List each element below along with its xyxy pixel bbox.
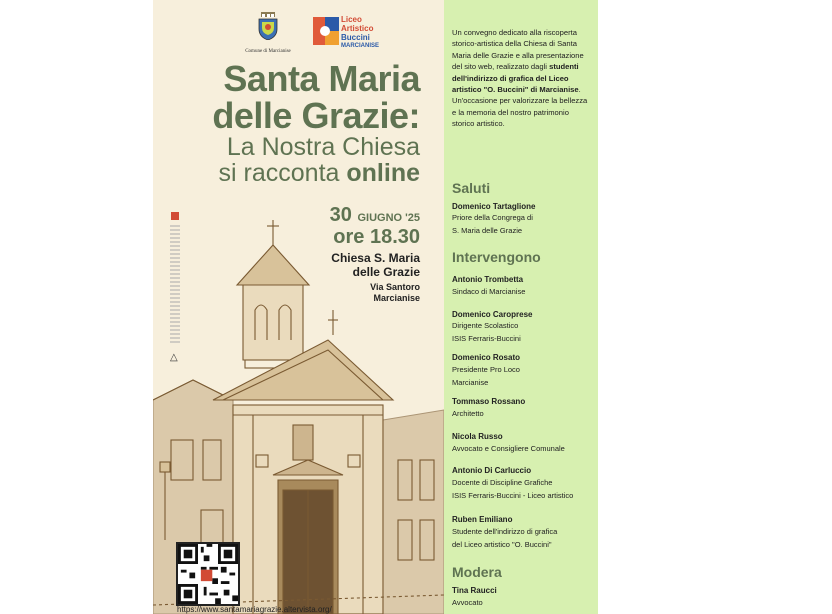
speaker-role: Architetto (452, 409, 484, 418)
event-month: GIUGNO '25 (357, 212, 420, 224)
speaker-name: Domenico Caroprese (452, 310, 533, 319)
venue-line-2: delle Grazie (352, 265, 420, 279)
qr-code[interactable] (176, 542, 240, 606)
event-poster (153, 0, 598, 614)
address-line-1: Via Santoro (370, 282, 420, 292)
moderator-name: Tina Raucci (452, 586, 497, 595)
section-saluti: Saluti (452, 180, 491, 196)
address-line-2: Marcianise (373, 293, 420, 303)
crest-icon (257, 12, 279, 40)
section-modera: Modera (452, 564, 502, 580)
speaker-name: Ruben Emiliano (452, 515, 513, 524)
title-line-4 (212, 160, 420, 186)
liceo-line-4: MARCIANISE (341, 43, 380, 49)
liceo-name (341, 15, 379, 51)
speaker-role: Dirigente Scolastico (452, 321, 519, 330)
speaker-name: Antonio Di Carluccio (452, 466, 532, 475)
speaker-role: ISIS Ferraris-Buccini - Liceo artistico (452, 491, 574, 500)
venue-line-1: Chiesa S. Maria (331, 251, 420, 265)
title-line-4-bold: online (346, 159, 420, 187)
liceo-line-1: Liceo (341, 15, 362, 24)
poster-illustration-panel (153, 0, 444, 614)
speaker-name: Domenico Rosato (452, 353, 521, 362)
saluti-role-1: Priore della Congrega di (452, 213, 533, 222)
speaker-role: Docente di Discipline Grafiche (452, 478, 553, 487)
liceo-line-2: Artistico (341, 24, 374, 33)
event-time: ore 18.30 (333, 226, 420, 248)
triangle-logo-icon: △ (170, 352, 178, 363)
speaker-role: Presidente Pro Loco (452, 365, 520, 374)
moderator-role: Avvocato (452, 598, 483, 607)
speaker-role: del Liceo artistico "O. Buccini" (452, 540, 552, 549)
title-line-1: Santa Maria (223, 58, 420, 99)
intro-text-bold: studenti dell'indirizzo di grafica del Liceo artistico "O. Buccini" di Marcianise (452, 62, 579, 95)
speaker-role: Marcianise (452, 378, 489, 387)
event-day: 30 (329, 204, 352, 226)
liceo-mark-icon (313, 17, 339, 45)
comune-logo (243, 12, 293, 54)
saluti-name: Domenico Tartaglione (452, 202, 536, 211)
comune-caption: Comune di Marcianise (245, 49, 291, 54)
intro-text-1: Un convegno dedicato alla riscoperta storico-artistica della Chiesa di Santa Maria delle Grazie e alla presentazione del sito web, realizzato dagli (452, 28, 584, 72)
speaker-name: Tommaso Rossano (452, 397, 526, 406)
title-line-4-plain: si racconta (218, 159, 347, 187)
speaker-role: ISIS Ferraris-Buccini (452, 334, 521, 343)
speaker-role: Avvocato e Consigliere Comunale (452, 444, 565, 453)
speaker-role: Studente dell'indirizzo di grafica (452, 527, 558, 536)
title-line-3: La Nostra Chiesa (226, 133, 420, 161)
section-intervengono: Intervengono (452, 249, 541, 265)
intro-paragraph (452, 27, 592, 130)
speaker-role: Sindaco di Marcianise (452, 287, 526, 296)
speaker-name: Nicola Russo (452, 432, 503, 441)
intro-text-2: . Un'occasione per valorizzare la bellezza e la memoria del nostro patrimonio storico artistico. (452, 85, 588, 129)
speaker-name: Antonio Trombetta (452, 275, 524, 284)
title-line-2: delle Grazie: (212, 95, 420, 136)
program-panel (444, 0, 598, 614)
poster-title (212, 60, 420, 186)
saluti-role-2: S. Maria delle Grazie (452, 226, 523, 235)
footer-url[interactable]: https://www.santamariagrazie.altervista.org/ (177, 605, 332, 614)
liceo-line-3: Buccini (341, 33, 370, 42)
